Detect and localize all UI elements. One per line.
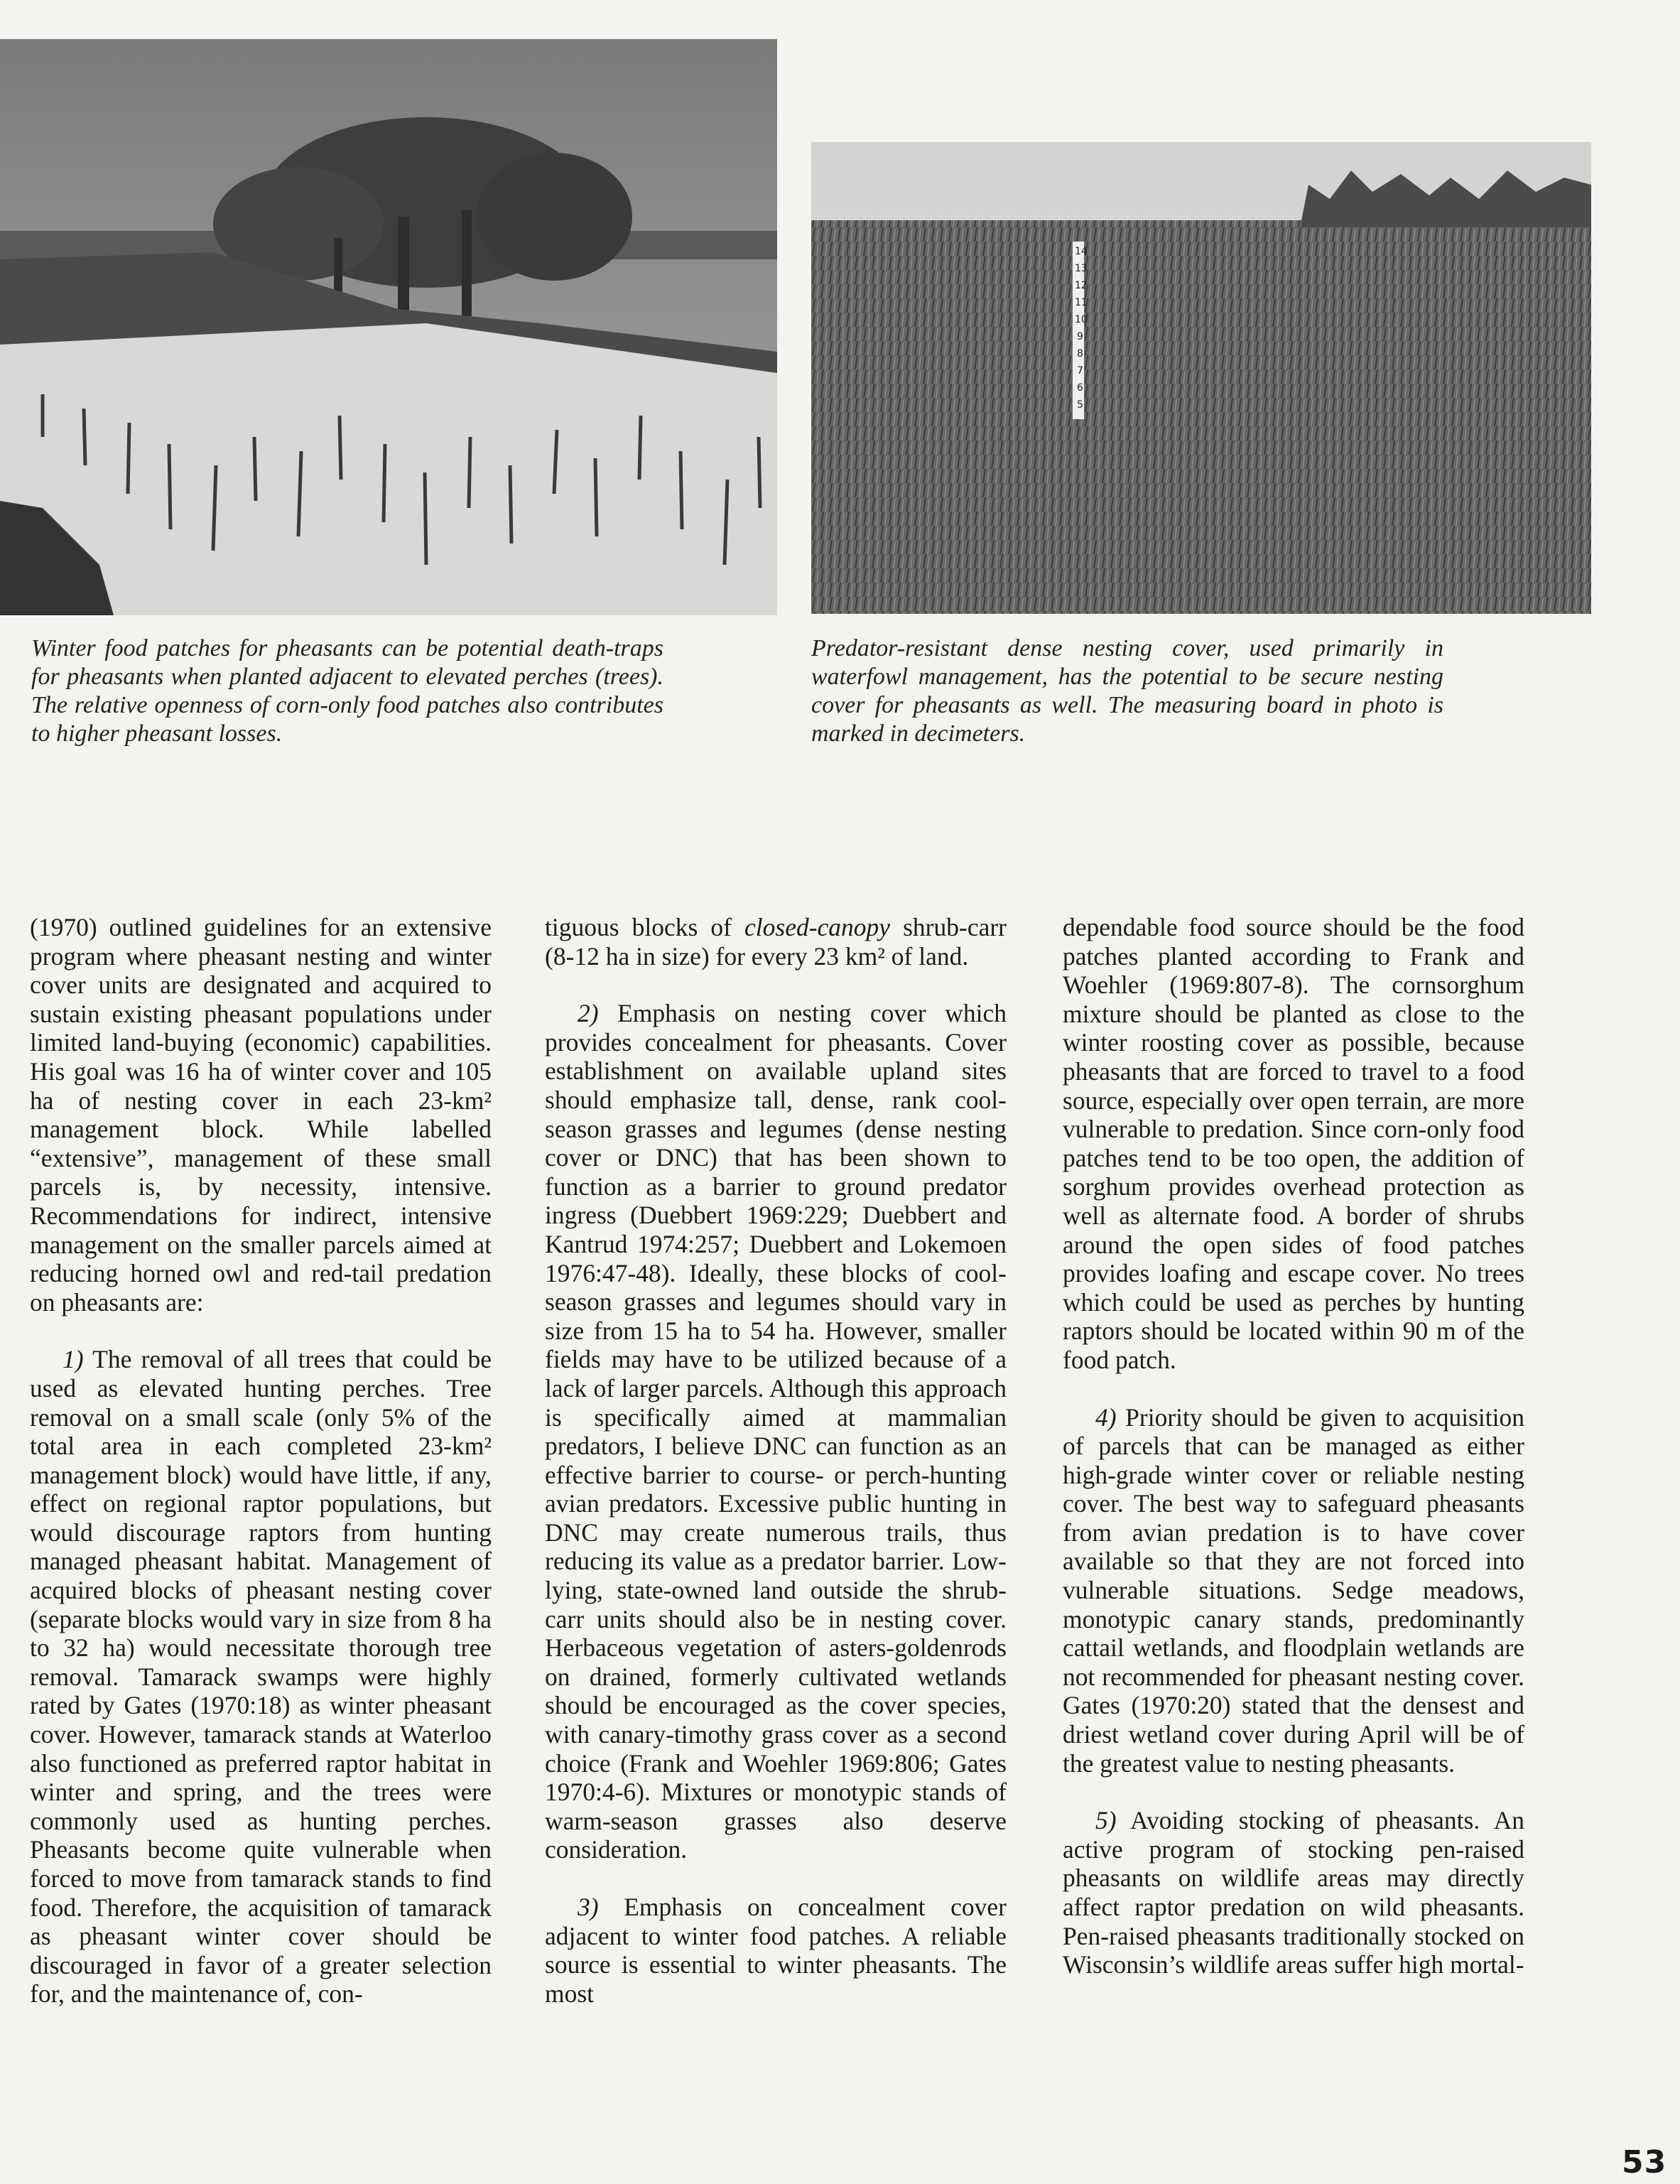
- board-mark: 12: [1075, 280, 1088, 291]
- board-mark: 8: [1077, 348, 1083, 360]
- paragraph-recommendation-2: [545, 999, 1007, 1864]
- board-mark: 7: [1077, 365, 1083, 377]
- list-number: 1): [63, 1345, 84, 1374]
- dense-nesting-cover-image: [811, 142, 1591, 614]
- italic-term: closed-canopy: [744, 913, 891, 941]
- paragraph-text: tiguous blocks of: [545, 913, 745, 941]
- board-mark: 11: [1075, 297, 1088, 308]
- paragraph: dependable food source should be the food patches planted according to Frank and Woehler (1969:807-8). The cornsorghum mixture should be planted as close to the winter roosting cover as possible, because pheasants that are forced to travel to a food source, especially over open terrain, are more vulnerable to predation. Since corn-only food patches tend to be too open, the addition of sorghum provides overhead protection as well as alternate food. A border of shrubs around the open sides of food patches provides loafing and escape cover. No trees which could be used as perches by hunting raptors should be located within 90 m of the food patch.: [1063, 913, 1524, 1374]
- winter-food-patch-image: [0, 39, 777, 615]
- board-mark: 10: [1075, 314, 1088, 325]
- paragraph-recommendation-1: [30, 1345, 492, 2009]
- board-mark: 14: [1075, 246, 1088, 257]
- figure-caption-left: Winter food patches for pheasants can be potential death-traps for pheasants when planted adjacent to elevated perches (trees). The relative openness of corn-only food patches also contributes to higher pheasant losses.: [31, 635, 663, 747]
- paragraph-text: Avoiding stocking of pheasants. An active program of stocking pen-raised pheasants on wildlife areas may directly affect raptor predation on wild pheasants. Pen-raised pheasants traditionally stocked on Wisconsin’s wildlife areas suffer high mortal-: [1063, 1806, 1524, 1979]
- list-number: 3): [578, 1893, 599, 1921]
- figure-caption-right: Predator-resistant dense nesting cover, used primarily in waterfowl management, has the potential to be secure nesting cover for pheasants as well. The measuring board in photo is marked in decimeters.: [811, 635, 1443, 747]
- page-number: 53: [1622, 2144, 1667, 2180]
- list-number: 2): [578, 999, 599, 1028]
- paragraph-text: shrub-carr (8-12 ha in size) for every 23 km² of land.: [545, 913, 1007, 971]
- paragraph-text: The removal of all trees that could be used as elevated hunting perches. Tree removal on a small scale (only 5% of the total area in each completed 23-km² management block) would have little, if any, effect on regional raptor populations, but would discourage raptors from hunting managed pheasant habitat. Management of acquired blocks of pheasant nesting cover (separate blocks would vary in size from 8 ha to 32 ha) would necessitate thorough tree removal. Tamarack swamps were highly rated by Gates (1970:18) as winter pheasant cover. However, tamarack stands at Waterloo also functioned as preferred raptor habitat in winter and spring, and the trees were commonly used as hunting perches. Pheasants become quite vulnerable when forced to move from tamarack stands to find food. Therefore, the acquisition of tamarack as pheasant winter cover should be discouraged in favor of a greater selection for, and the maintenance of, con-: [30, 1345, 492, 2009]
- paragraph: [545, 913, 1007, 971]
- list-number: 4): [1095, 1402, 1117, 1432]
- board-mark: 13: [1075, 263, 1088, 274]
- board-mark: 5: [1077, 399, 1083, 411]
- text-column-3: [1063, 913, 1524, 2008]
- list-number: 5): [1095, 1806, 1117, 1835]
- winter-food-patch-photo: [0, 39, 777, 615]
- text-column-2: [545, 913, 1007, 2036]
- paragraph-text: Emphasis on nesting cover which provides concealment for pheasants. Cover establishment on available upland sites should emphasize tall, dense, rank cool-season grasses and legumes (dense nesting cover or DNC) that has been shown to function as a barrier to ground predator ingress (Duebbert 1969:229; Duebbert and Kantrud 1974:257; Duebbert and Lokemoen 1976:47-48). Ideally, these blocks of cool-season grasses and legumes should vary in size from 15 ha to 54 ha. However, smaller fields may have to be utilized because of a lack of larger parcels. Although this approach is specifically aimed at mammalian predators, I believe DNC can function as an effective barrier to course- or perch-hunting avian predators. Excessive public hunting in DNC may create numerous trails, thus reducing its value as a predator barrier. Low-lying, state-owned land outside the shrub-carr units should also be in nesting cover. Herbaceous vegetation of asters-goldenrods on drained, formerly cultivated wetlands should be encouraged as the cover species, with canary-timothy grass cover as a second choice (Frank and Woehler 1969:806; Gates 1970:4-6). Mixtures or monotypic stands of warm-season grasses also deserve consideration.: [545, 999, 1007, 1864]
- board-mark: 6: [1077, 382, 1083, 394]
- paragraph: (1970) outlined guidelines for an extensive program where pheasant nesting and winter cover units are designated and acquired to sustain existing pheasant populations under limited land-buying (economic) capabilities. His goal was 16 ha of winter cover and 105 ha of nesting cover in each 23-km² management block. While labelled “extensive”, management of these small parcels is, by necessity, intensive. Recommendations for indirect, intensive management on the smaller parcels aimed at reducing horned owl and red-tail predation on pheasants are:: [30, 913, 492, 1317]
- dense-nesting-cover-photo: [811, 142, 1591, 614]
- board-mark: 9: [1077, 331, 1083, 342]
- text-column-1: [30, 913, 492, 2037]
- paragraph-text: Priority should be given to acquisition of parcels that can be managed as either high-grade winter cover or reliable nesting cover. The best way to safeguard pheasants from avian predation is to have cover available so that they are not forced into vulnerable situations. Sedge meadows, monotypic canary stands, predominantly cattail wetlands, and floodplain wetlands are not recommended for pheasant nesting cover. Gates (1970:20) stated that the densest and driest wetland cover during April will be of the greatest value to nesting pheasants.: [1063, 1402, 1524, 1778]
- paragraph-recommendation-3: [545, 1893, 1007, 2008]
- paragraph-recommendation-5: [1063, 1806, 1524, 1979]
- paragraph-recommendation-4: [1063, 1403, 1524, 1778]
- paragraph-text: Emphasis on concealment cover adjacent to winter food patches. A reliable source is essential to winter pheasants. The most: [545, 1893, 1007, 2008]
